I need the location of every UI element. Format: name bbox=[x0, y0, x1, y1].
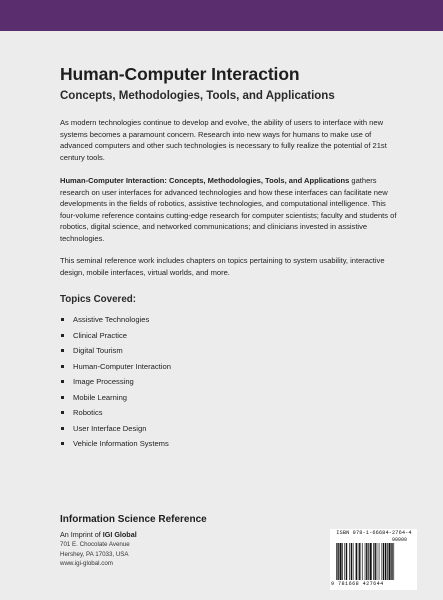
topic-item bbox=[60, 421, 400, 437]
barcode-bar bbox=[349, 543, 350, 580]
price-code: 90000 bbox=[392, 537, 408, 543]
barcode-box bbox=[330, 529, 417, 590]
topic-label: Image Processing bbox=[73, 377, 134, 386]
isbn-text: ISBN 978-1-66684-2764-4 bbox=[336, 530, 412, 536]
intro-paragraph: As modern technologies continue to develop and evolve, the ability of users to interface with new systems becomes a paramount concern. Research into new ways for humans to make use of advanced computers and other such technologies is necessary to fully realize the potential of 21st century tools. bbox=[60, 118, 387, 162]
barcode-bar bbox=[353, 543, 354, 580]
topic-label: Vehicle Information Systems bbox=[73, 439, 169, 448]
barcode-bar bbox=[359, 543, 360, 580]
barcode-bar bbox=[351, 543, 352, 580]
bullet-icon bbox=[61, 365, 64, 368]
description-paragraph bbox=[60, 175, 400, 244]
barcode-bar bbox=[336, 543, 337, 580]
barcode-bar bbox=[375, 543, 376, 580]
barcode-bar bbox=[389, 543, 391, 580]
description-bold-title: Human-Computer Interaction: Concepts, Methodologies, Tools, and Applications bbox=[60, 176, 350, 185]
bullet-icon bbox=[61, 380, 64, 383]
topic-label: Digital Tourism bbox=[73, 346, 123, 355]
bullet-icon bbox=[61, 427, 64, 430]
barcode-bar bbox=[370, 543, 372, 580]
topic-item bbox=[60, 359, 400, 375]
barcode-bar bbox=[358, 543, 359, 580]
barcode-bar bbox=[383, 543, 384, 580]
book-title: Human-Computer Interaction bbox=[60, 64, 300, 84]
barcode-bar bbox=[366, 543, 367, 580]
address-line-1: 701 E. Chocolate Avenue bbox=[60, 541, 130, 548]
topic-label: User Interface Design bbox=[73, 423, 147, 433]
barcode-bar bbox=[356, 543, 357, 580]
topic-label: Clinical Practice bbox=[73, 330, 128, 340]
address-line-2: Hershey, PA 17033, USA bbox=[60, 550, 129, 558]
barcode-bar bbox=[391, 543, 392, 580]
topic-item bbox=[60, 436, 400, 452]
imprint-brand: IGI Global bbox=[102, 530, 137, 539]
bullet-icon bbox=[61, 442, 64, 445]
topic-item bbox=[60, 374, 400, 390]
summary-paragraph: This seminal reference work includes chapters on topics pertaining to system usability, interactive design, mobile interfaces, virtual worlds, and more. bbox=[60, 256, 385, 277]
publisher-name: Information Science Reference bbox=[60, 514, 207, 525]
bullet-icon bbox=[61, 396, 64, 399]
barcode-bar bbox=[344, 543, 345, 580]
topic-item bbox=[60, 390, 400, 406]
topic-item bbox=[60, 405, 400, 421]
website-link[interactable]: www.igi-global.com bbox=[60, 560, 113, 567]
bullet-icon bbox=[61, 334, 64, 337]
barcode-bar bbox=[342, 543, 343, 580]
barcode-bar bbox=[379, 543, 380, 580]
bullet-icon bbox=[61, 318, 64, 321]
topics-list bbox=[60, 312, 400, 452]
barcode-bar bbox=[387, 543, 388, 580]
topic-label: Robotics bbox=[73, 408, 103, 417]
barcode-bar bbox=[393, 543, 394, 580]
topic-item bbox=[60, 343, 400, 359]
barcode-bar bbox=[337, 543, 338, 580]
bullet-icon bbox=[61, 411, 64, 414]
topic-item bbox=[60, 328, 400, 344]
barcode-digits: 9 781668 427644 bbox=[331, 581, 384, 587]
imprint-line bbox=[60, 530, 280, 540]
barcode-bar bbox=[368, 543, 369, 580]
description-text: gathers research on user interfaces for advanced technologies and how these interfaces can facilitate new developments in the fields of robotics, assistive technologies, and computational intelligence. This four-volume reference contains cutting-edge research for computer scientists; faculty and students of robotics, digital science, and networked communications; and clinicians invested in assistive technologies. bbox=[60, 176, 397, 243]
top-color-bar bbox=[0, 0, 443, 31]
publisher-block bbox=[60, 513, 280, 569]
barcode-bar bbox=[362, 543, 363, 580]
topic-label: Human-Computer Interaction bbox=[73, 361, 171, 371]
topic-item bbox=[60, 312, 400, 328]
barcode-bar bbox=[346, 543, 347, 580]
barcode-bar bbox=[365, 543, 366, 580]
barcode-bar bbox=[382, 543, 383, 580]
back-cover-content bbox=[60, 63, 400, 452]
barcode-bar bbox=[373, 543, 374, 580]
barcode-icon bbox=[332, 543, 415, 581]
topic-label: Mobile Learning bbox=[73, 392, 128, 402]
barcode-bar bbox=[385, 543, 386, 580]
bullet-icon bbox=[61, 349, 64, 352]
barcode-bar bbox=[377, 543, 378, 580]
topic-label: Assistive Technologies bbox=[73, 315, 150, 324]
book-subtitle: Concepts, Methodologies, Tools, and Applications bbox=[60, 90, 335, 102]
imprint-prefix: An Imprint of bbox=[60, 530, 103, 539]
topics-heading: Topics Covered: bbox=[60, 294, 137, 305]
barcode-bar bbox=[340, 543, 342, 580]
